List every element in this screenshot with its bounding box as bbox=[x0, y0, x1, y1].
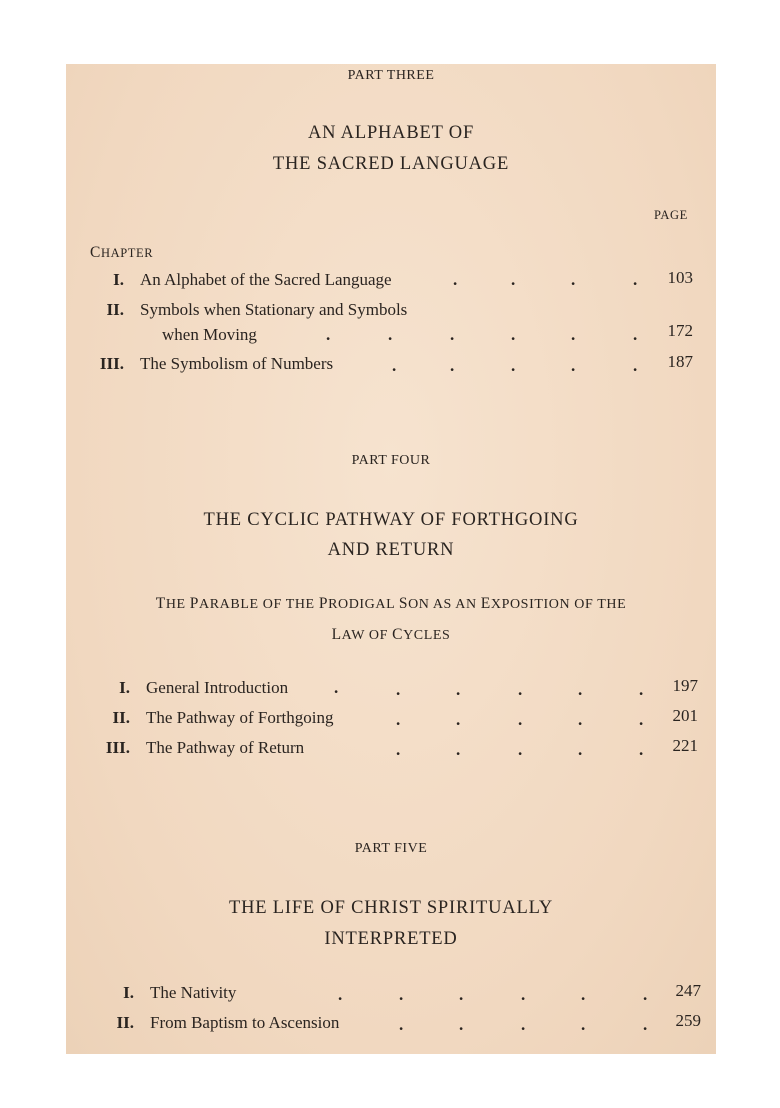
chapter-title: Symbols when Stationary and Symbols bbox=[140, 300, 408, 319]
chapter-number: I. bbox=[113, 270, 124, 289]
leader-dot: . bbox=[456, 710, 461, 729]
chapter-title-continued: when Moving bbox=[162, 325, 257, 344]
leader-dot: . bbox=[459, 985, 464, 1004]
part-three-title-line1: AN ALPHABET OF bbox=[307, 123, 475, 143]
chapter-number: I. bbox=[119, 678, 130, 697]
leader-dot: . bbox=[581, 1015, 586, 1034]
page-number: 172 bbox=[667, 321, 693, 340]
page-number: 201 bbox=[672, 706, 698, 725]
part-three-title-line2: THE SACRED LANGUAGE bbox=[272, 154, 510, 174]
page-number: 187 bbox=[667, 352, 693, 371]
chapter-title: The Nativity bbox=[150, 983, 237, 1002]
leader-dot: . bbox=[388, 325, 393, 344]
part-five-title-line2: INTERPRETED bbox=[324, 929, 458, 949]
leader-dot: . bbox=[334, 678, 339, 697]
book-page bbox=[66, 64, 716, 1054]
page-number: 197 bbox=[672, 676, 698, 695]
leader-dot: . bbox=[578, 680, 583, 699]
leader-dot: . bbox=[518, 710, 523, 729]
leader-dot: . bbox=[511, 356, 516, 375]
page-number: 103 bbox=[667, 268, 693, 287]
chapter-initial: C bbox=[90, 244, 101, 261]
leader-dot: . bbox=[643, 1015, 648, 1034]
leader-dot: . bbox=[578, 710, 583, 729]
chapter-number: II. bbox=[112, 708, 130, 727]
leader-dot: . bbox=[450, 356, 455, 375]
part-five-label: PART FIVE bbox=[354, 841, 428, 856]
part-four-title-line1: THE CYCLIC PATHWAY OF FORTHGOING bbox=[203, 510, 579, 530]
leader-dot: . bbox=[639, 740, 644, 759]
leader-dot: . bbox=[399, 1015, 404, 1034]
leader-dot: . bbox=[518, 680, 523, 699]
leader-dot: . bbox=[571, 325, 576, 344]
leader-dot: . bbox=[521, 985, 526, 1004]
leader-dot: . bbox=[456, 740, 461, 759]
leader-dot: . bbox=[639, 710, 644, 729]
chapter-title: An Alphabet of the Sacred Language bbox=[140, 270, 392, 289]
leader-dot: . bbox=[456, 680, 461, 699]
chapter-heading bbox=[90, 244, 153, 262]
page-column-header: PAGE bbox=[654, 208, 688, 222]
part-four-title-line2: AND RETURN bbox=[327, 540, 455, 560]
leader-dot: . bbox=[450, 325, 455, 344]
leader-dot: . bbox=[396, 680, 401, 699]
part-four-label: PART FOUR bbox=[351, 453, 431, 468]
leader-dot: . bbox=[511, 325, 516, 344]
leader-dot: . bbox=[639, 680, 644, 699]
part-four-subtitle-line2: LAW OF CYCLES bbox=[331, 626, 451, 643]
leader-dot: . bbox=[453, 270, 458, 289]
leader-dot: . bbox=[633, 356, 638, 375]
chapter-number: II. bbox=[116, 1013, 134, 1032]
part-four-subtitle-line1: THE PARABLE OF THE PRODIGAL SON AS AN EXPOSITION OF THE bbox=[155, 595, 627, 612]
leader-dot: . bbox=[396, 740, 401, 759]
leader-dot: . bbox=[571, 356, 576, 375]
leader-dot: . bbox=[633, 270, 638, 289]
leader-dot: . bbox=[518, 740, 523, 759]
chapter-title: General Introduction bbox=[146, 678, 289, 697]
chapter-number: III. bbox=[105, 738, 130, 757]
chapter-title: From Baptism to Ascension bbox=[150, 1013, 340, 1032]
chapter-title: The Pathway of Return bbox=[146, 738, 305, 757]
chapter-rest: HAPTER bbox=[100, 246, 154, 260]
part-three-label: PART THREE bbox=[347, 68, 435, 83]
leader-dot: . bbox=[521, 1015, 526, 1034]
leader-dot: . bbox=[633, 325, 638, 344]
leader-dot: . bbox=[459, 1015, 464, 1034]
page-number: 221 bbox=[672, 736, 698, 755]
part-five-title-line1: THE LIFE OF CHRIST SPIRITUALLY bbox=[229, 898, 553, 918]
leader-dot: . bbox=[581, 985, 586, 1004]
chapter-title: The Symbolism of Numbers bbox=[140, 354, 334, 373]
chapter-number: I. bbox=[123, 983, 134, 1002]
leader-dot: . bbox=[392, 356, 397, 375]
chapter-number: III. bbox=[99, 354, 124, 373]
leader-dot: . bbox=[571, 270, 576, 289]
page-number: 259 bbox=[675, 1011, 701, 1030]
leader-dot: . bbox=[643, 985, 648, 1004]
leader-dot: . bbox=[399, 985, 404, 1004]
leader-dot: . bbox=[338, 985, 343, 1004]
chapter-number: II. bbox=[106, 300, 124, 319]
leader-dot: . bbox=[578, 740, 583, 759]
page-number: 247 bbox=[675, 981, 701, 1000]
chapter-title: The Pathway of Forthgoing bbox=[146, 708, 334, 727]
leader-dot: . bbox=[326, 325, 331, 344]
leader-dot: . bbox=[396, 710, 401, 729]
leader-dot: . bbox=[511, 270, 516, 289]
